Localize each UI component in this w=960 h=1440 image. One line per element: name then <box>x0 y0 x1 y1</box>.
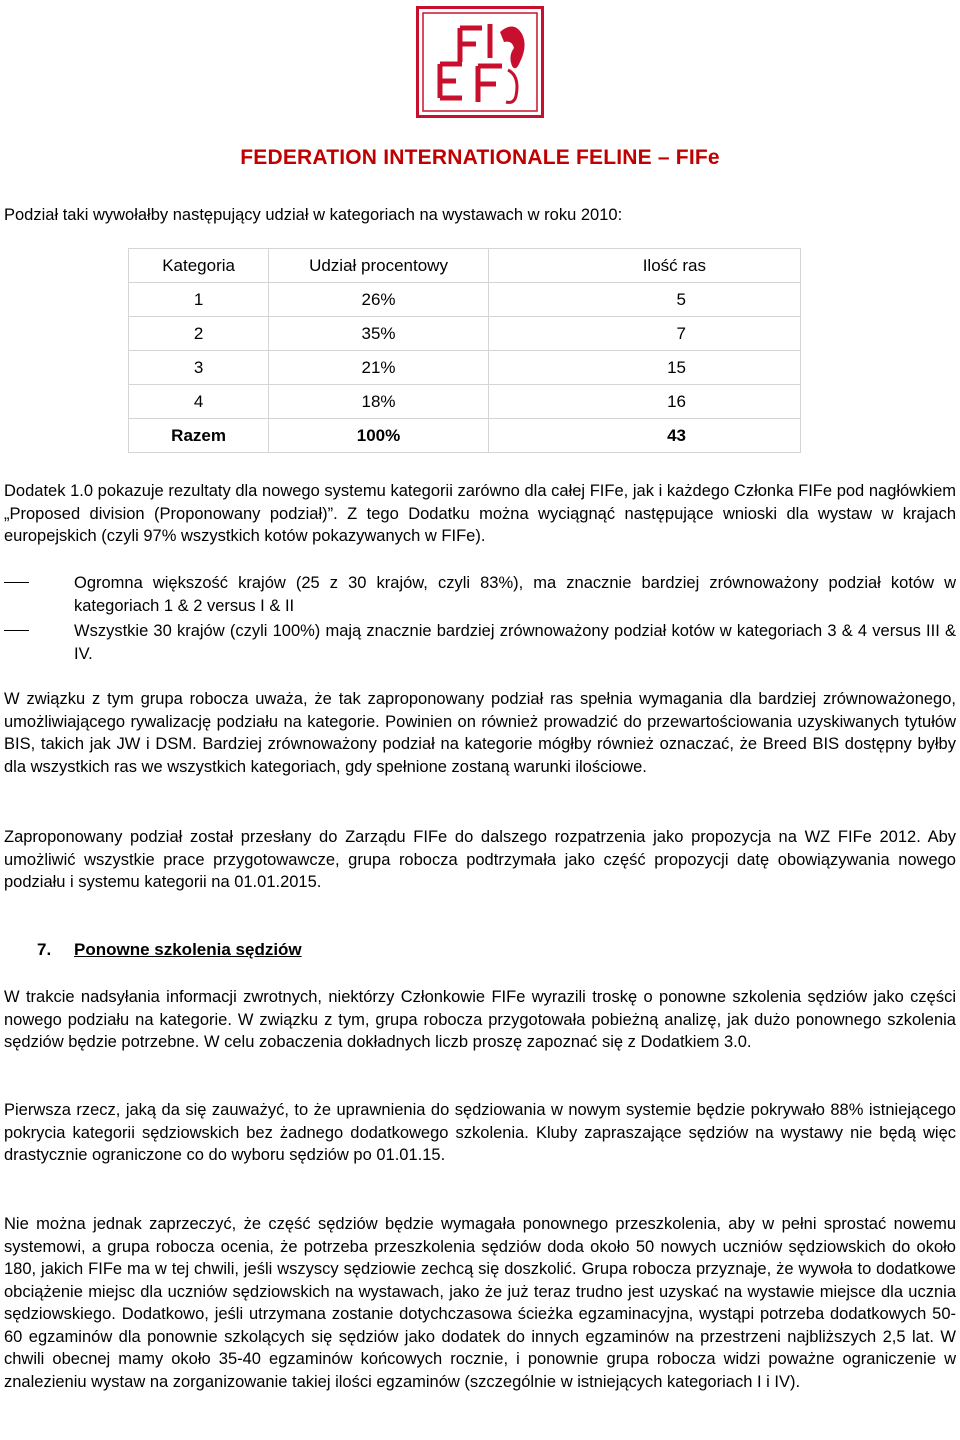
col-header-ilosc: Ilość ras <box>488 249 800 283</box>
bullet-item <box>4 620 956 665</box>
table-header-row <box>129 249 801 283</box>
cell-category: 3 <box>129 351 269 385</box>
col-header-kategoria: Kategoria <box>129 249 269 283</box>
paragraph-conclusion: W związku z tym grupa robocza uważa, że tak zaproponowany podział ras spełnia wymagania dla bardziej zrównoważonego, umożliwiającego rywalizację podziału na kategorie. Powinien on również prowadzić do przewartościowania uzyskiwanych tytułów BIS, takich jak JW i DSM. Bardziej zrównoważony podział na kategorie mógłby również oznaczać, że Breed BIS dostępny byłby dla wszystkich ras we wszystkich kategoriach, gdy spełnione zostaną warunki ilościowe. <box>4 690 956 776</box>
section-number: 7. <box>37 940 52 959</box>
bullet-text: Wszystkie 30 krajów (czyli 100%) mają znacznie bardziej zrównoważony podział kotów w kategoriach 3 & 4 versus III & IV. <box>74 622 956 663</box>
table-row <box>129 351 801 385</box>
cell-category: 1 <box>129 283 269 317</box>
paragraph-proposal: Zaproponowany podział został przesłany do Zarządu FIFe do dalszego rozpatrzenia jako propozycja na WZ FIFe 2012. Aby umożliwić wszystkie prace przygotowawcze, grupa robocza podtrzymała jako część propozycji datę obowiązywania nowego podziału i systemu kategorii na 01.01.2015. <box>4 828 956 891</box>
paragraph-training: Nie można jednak zaprzeczyć, że część sędziów będzie wymagała ponownego przeszkolenia, aby w pełni sprostać nowemu systemowi, a grupa robocza ocenia, że potrzeba przeszkolenia sędziów doda około 50 nowych uczniów sędziowskich do około 180, jakich FIFe ma w tej chwili, jeśli wszyscy sędziowie zechcą się doszkolić. Grupa robocza przyznaje, że wywoła to dodatkowe obciążenie miejsc dla uczniów sędziowskich na wystawach, jako że już teraz trudno jest uzyskać na wystawie miejsce dla ucznia sędziowskiego. Dodatkowo, jeśli utrzymana zostanie dotychczasowa ścieżka egzaminacyjna, wystąpi potrzeba dodatkowych 50-60 egzaminów dla ponownie szkolących się sędziów jako dodatek do innych egzaminów na przestrzeni najbliższych 2,5 lat. W chwili obecnej mamy około 35-40 egzaminów końcowych rocznie, i ponownie grupa robocza widzi poważne ograniczenie w znalezieniu wystaw na zorganizowanie takiej ilości egzaminów (szczególnie w istniejących kategoriach I i IV). <box>4 1215 956 1391</box>
fife-logo <box>416 6 544 118</box>
cell-total-label: Razem <box>129 419 269 453</box>
cell-breeds: 15 <box>488 351 800 385</box>
col-header-udzial: Udział procentowy <box>269 249 489 283</box>
cell-breeds: 7 <box>488 317 800 351</box>
table-row <box>129 283 801 317</box>
cell-percent: 26% <box>269 283 489 317</box>
paragraph-annex-1: Dodatek 1.0 pokazuje rezultaty dla nowego systemu kategorii zarówno dla całej FIFe, jak i każdego Członka FIFe pod nagłówkiem „Proposed division (Proponowany podział)”. Z tego Dodatku można wyciągnąć następujące wnioski dla wystaw w krajach europejskich (czyli 97% wszystkich kotów pokazywanych w FIFe). <box>4 482 956 545</box>
dash-bullet-icon <box>4 582 29 583</box>
bullet-text: Ogromna większość krajów (25 z 30 krajów, czyli 83%), ma znacznie bardziej zrównoważony podział kotów w kategoriach 1 & 2 versus I & II <box>74 574 956 615</box>
cell-percent: 18% <box>269 385 489 419</box>
cell-percent: 35% <box>269 317 489 351</box>
intro-text: Podział taki wywołałby następujący udział w kategoriach na wystawach w roku 2010: <box>4 206 623 224</box>
cell-breeds: 5 <box>488 283 800 317</box>
section-heading-7 <box>37 940 302 960</box>
category-table <box>128 248 801 453</box>
table-row <box>129 385 801 419</box>
cell-category: 2 <box>129 317 269 351</box>
cell-percent: 21% <box>269 351 489 385</box>
cell-total-breeds: 43 <box>488 419 800 453</box>
page-title: FEDERATION INTERNATIONALE FELINE – FIFe <box>240 146 720 169</box>
section-title: Ponowne szkolenia sędziów <box>74 940 302 959</box>
cell-breeds: 16 <box>488 385 800 419</box>
cell-category: 4 <box>129 385 269 419</box>
paragraph-feedback: W trakcie nadsyłania informacji zwrotnych, niektórzy Członkowie FIFe wyrazili troskę o ponowne szkolenia sędziów jako części nowego podziału na kategorie. W związku z tym, grupa robocza przygotowała pobieżną analizę, jak dużo ponownego szkolenia sędziów będzie potrzebne. W celu zobaczenia dokładnych liczb proszę zapoznać się z Dodatkiem 3.0. <box>4 988 956 1051</box>
bullet-item <box>4 572 956 617</box>
table-total-row <box>129 419 801 453</box>
dash-bullet-icon <box>4 630 29 631</box>
table-row <box>129 317 801 351</box>
paragraph-coverage: Pierwsza rzecz, jaką da się zauważyć, to że uprawnienia do sędziowania w nowym systemie będzie pokrywało 88% istniejącego pokrycia kategorii sędziowskich bez żadnego dodatkowego szkolenia. Kluby zapraszające sędziów na wystawy nie będą więc drastycznie ograniczone co do wyboru sędziów po 01.01.15. <box>4 1101 956 1164</box>
cell-total-percent: 100% <box>269 419 489 453</box>
